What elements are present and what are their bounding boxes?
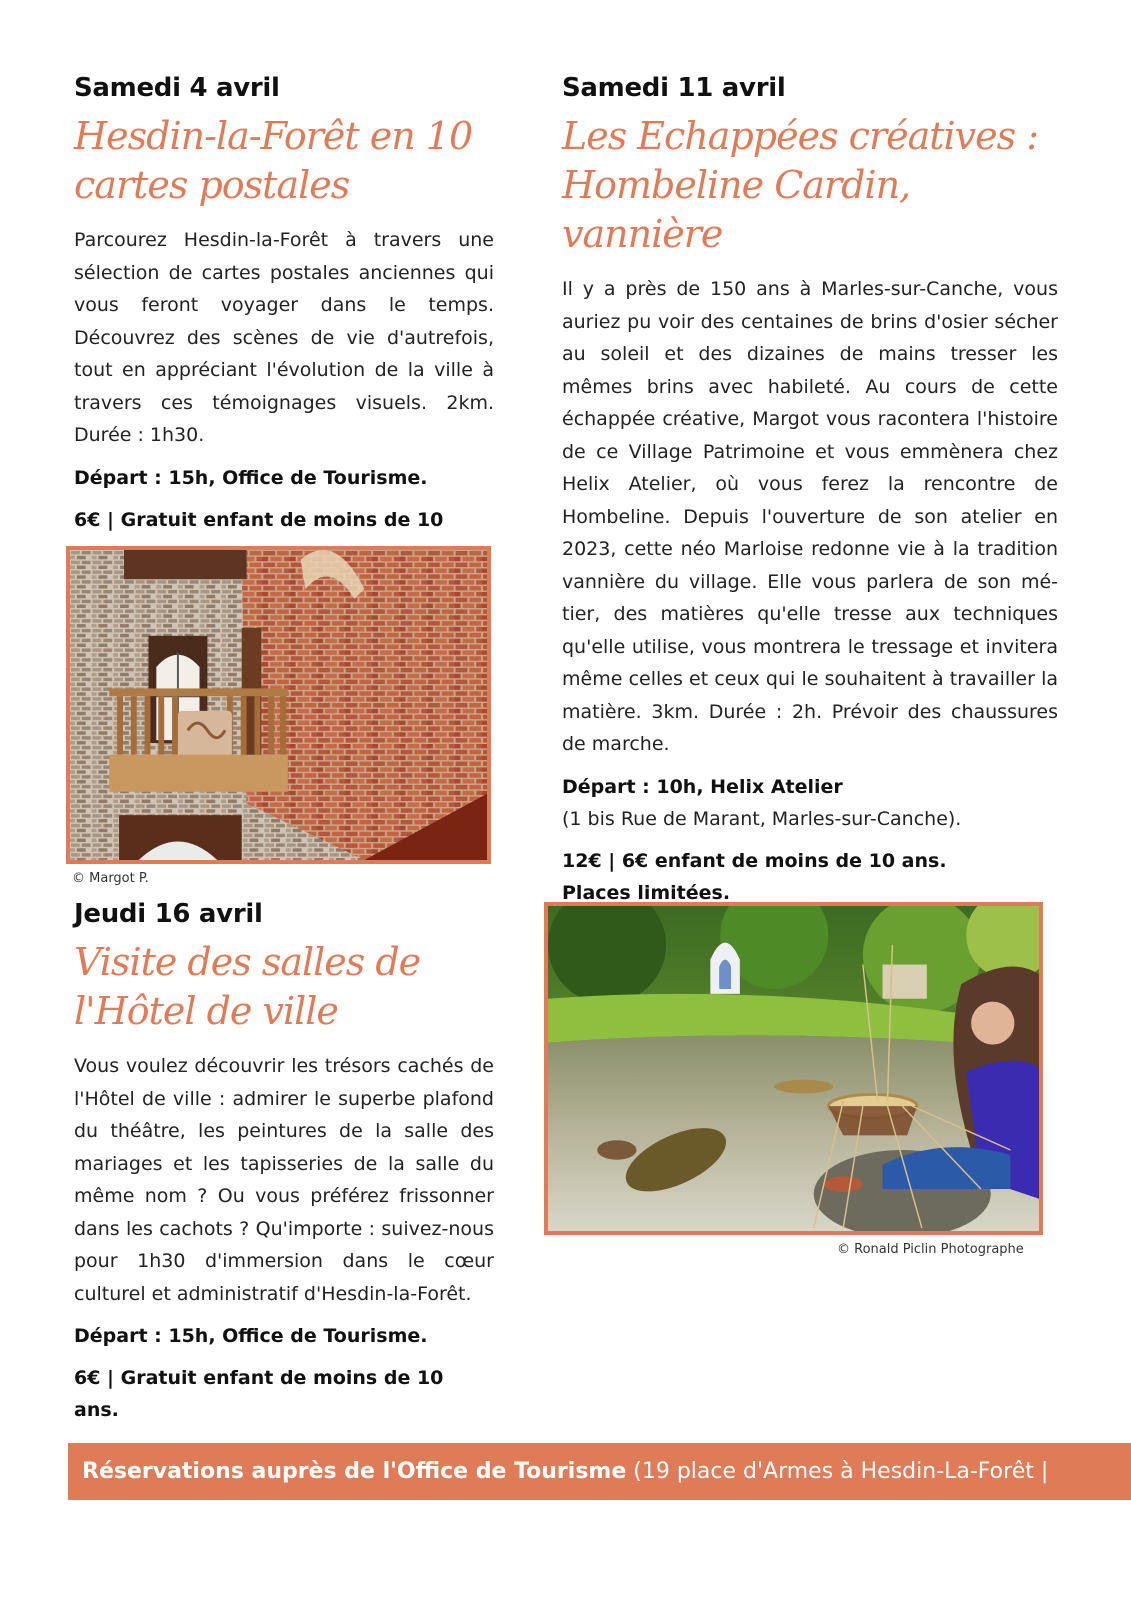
- event-title-line: Visite des salles de: [74, 940, 421, 984]
- event-title: [74, 112, 494, 210]
- event-date: Samedi 4 avril: [74, 73, 280, 103]
- photo-credit: © Margot P.: [72, 871, 149, 886]
- event-price: 12€ | 6€ enfant de moins de 10 ans.: [562, 849, 947, 872]
- event-departure: Départ : 10h, Helix Atelier: [562, 775, 843, 798]
- event-title-line: Les Echappées créatives :: [562, 114, 1039, 158]
- event-title-line: Hesdin-la-Forêt en 10: [74, 114, 473, 158]
- event-title: [562, 112, 1058, 259]
- event-departure: Départ : 15h, Office de Tourisme.: [74, 466, 428, 489]
- reservation-banner-address: (19 place d'Armes à Hesdin-La-Forêt |: [626, 1459, 1049, 1484]
- stairwell-image: [70, 550, 487, 860]
- event-april-4: [74, 70, 494, 568]
- event-description: Parcourez Hesdin-la-Forêt à travers une sélection de cartes postales anciennes qui vous feront voyager dans le temps. Découvrez des scènes de vie d'autrefois, tout en appréciant l'évolution de la ville à travers ces témoignages visuels. 2km. Durée : 1h30.: [74, 229, 494, 446]
- stairwell-photo: [66, 546, 491, 864]
- event-price: 6€ | Gratuit enfant de moins de 10 ans.: [74, 1367, 444, 1421]
- basket-weaver-photo: [544, 902, 1043, 1235]
- event-title-line: Hombeline Cardin, vannière: [562, 163, 911, 256]
- event-april-16: [74, 896, 494, 1426]
- event-departure: Départ : 15h, Office de Tourisme.: [74, 1325, 428, 1347]
- event-note: Places limitées.: [562, 881, 731, 904]
- event-description: Il y a près de 150 ans à Marles-sur-Canche, vous auriez pu voir des centaines de brins d'osier sécher au soleil et des dizaines de mains tresser les mêmes brins avec habileté. Au cours de cette échappée créative, Margot vous racontera l'histoire de ce Village Patrimoine et vous emmènera chez Helix Atelier, où vous ferez la rencontre de Hombeline. Depuis l'ouverture de son atelier en 2023, cette néo Marloise redonne vie à la tradition vannière du village. Elle vous parlera de son métier, des matières qu'elle tresse aux techniques qu'elle utilise, vous montrera le tressage et invitera même celles et ceux qui le souhaitent à travailler la matière. 3km. Durée : 2h. Prévoir des chaussures de marche.: [562, 278, 1058, 755]
- basket-weaver-image: [548, 906, 1039, 1231]
- event-title-line: l'Hôtel de ville: [74, 989, 338, 1033]
- event-description: Vous voulez découvrir les trésors cachés de l'Hôtel de ville : admirer le superbe plafond du théâtre, les peintures de la salle des mariages et les tapisseries de la salle du même nom ? Ou vous préférez frissonner dans les cachots ? Qu'importe : suivez-nous pour 1h30 d'immersion dans le cœur culturel et administratif d'Hesdin-la-Forêt.: [74, 1055, 494, 1305]
- event-title-line: cartes postales: [74, 163, 350, 207]
- reservation-banner: [68, 1443, 1131, 1500]
- event-date: Samedi 11 avril: [562, 73, 786, 103]
- event-date: Jeudi 16 avril: [74, 899, 263, 929]
- event-april-11: [562, 70, 1058, 909]
- event-title: [74, 938, 494, 1036]
- event-address: (1 bis Rue de Marant, Marles-sur-Canche).: [562, 807, 962, 830]
- event-price: 6€ | Gratuit enfant de moins de 10: [74, 508, 444, 531]
- photo-credit: © Ronald Piclin Photographe: [837, 1242, 1024, 1257]
- reservation-banner-title: Réservations auprès de l'Office de Tourisme: [82, 1459, 627, 1484]
